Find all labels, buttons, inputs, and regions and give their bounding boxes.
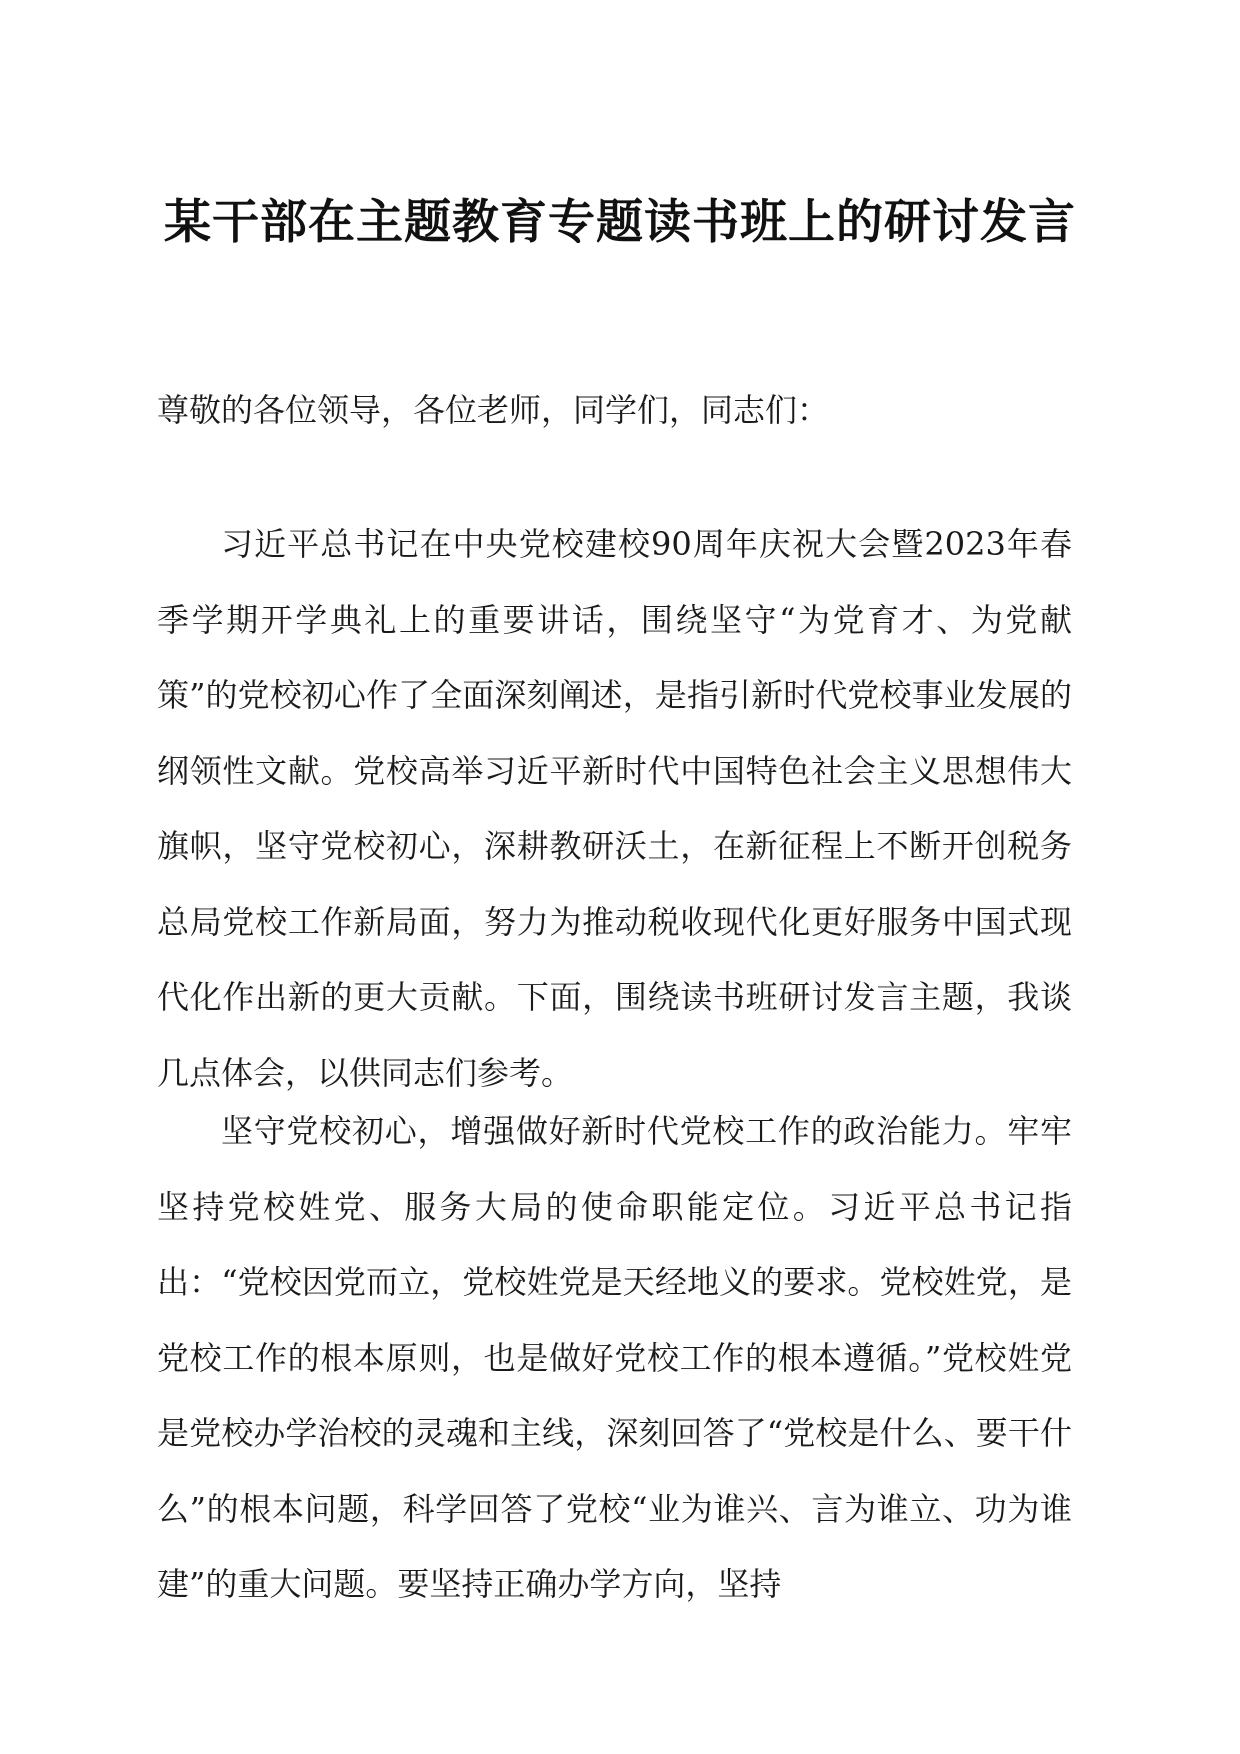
- document-title: 某干部在主题教育专题读书班上的研讨发言: [164, 195, 1076, 250]
- body-paragraph-1: 习近平总书记在中央党校建校90周年庆祝大会暨2023年春季学期开学典礼上的重要讲话，围绕坚守“为党育才、为党献策”的党校初心作了全面深刻阐述，是指引新时代党校事业发展的纲领性文献。党校高举习近平新时代中国特色社会主义思想伟大旗帜，坚守党校初心，深耕教研沃土，在新征程上不断开创税务总局党校工作新局面，努力为推动税收现代化更好服务中国式现代化作出新的更大贡献。下面，围绕读书班研讨发言主题，我谈几点体会，以供同志们参考。: [157, 525, 1072, 1092]
- body-paragraph-2: 坚守党校初心，增强做好新时代党校工作的政治能力。牢牢坚持党校姓党、服务大局的使命职能定位。习近平总书记指出：“党校因党而立，党校姓党是天经地义的要求。党校姓党，是党校工作的根本原则，也是做好党校工作的根本遵循。”党校姓党是党校办学治校的灵魂和主线，深刻回答了“党校是什么、要干什么”的根本问题，科学回答了党校“业为谁兴、言为谁立、功为谁建”的重大问题。要坚持正确办学方向，坚持: [157, 1112, 1072, 1603]
- greeting-line: 尊敬的各位领导，各位老师，同学们，同志们：: [157, 391, 830, 429]
